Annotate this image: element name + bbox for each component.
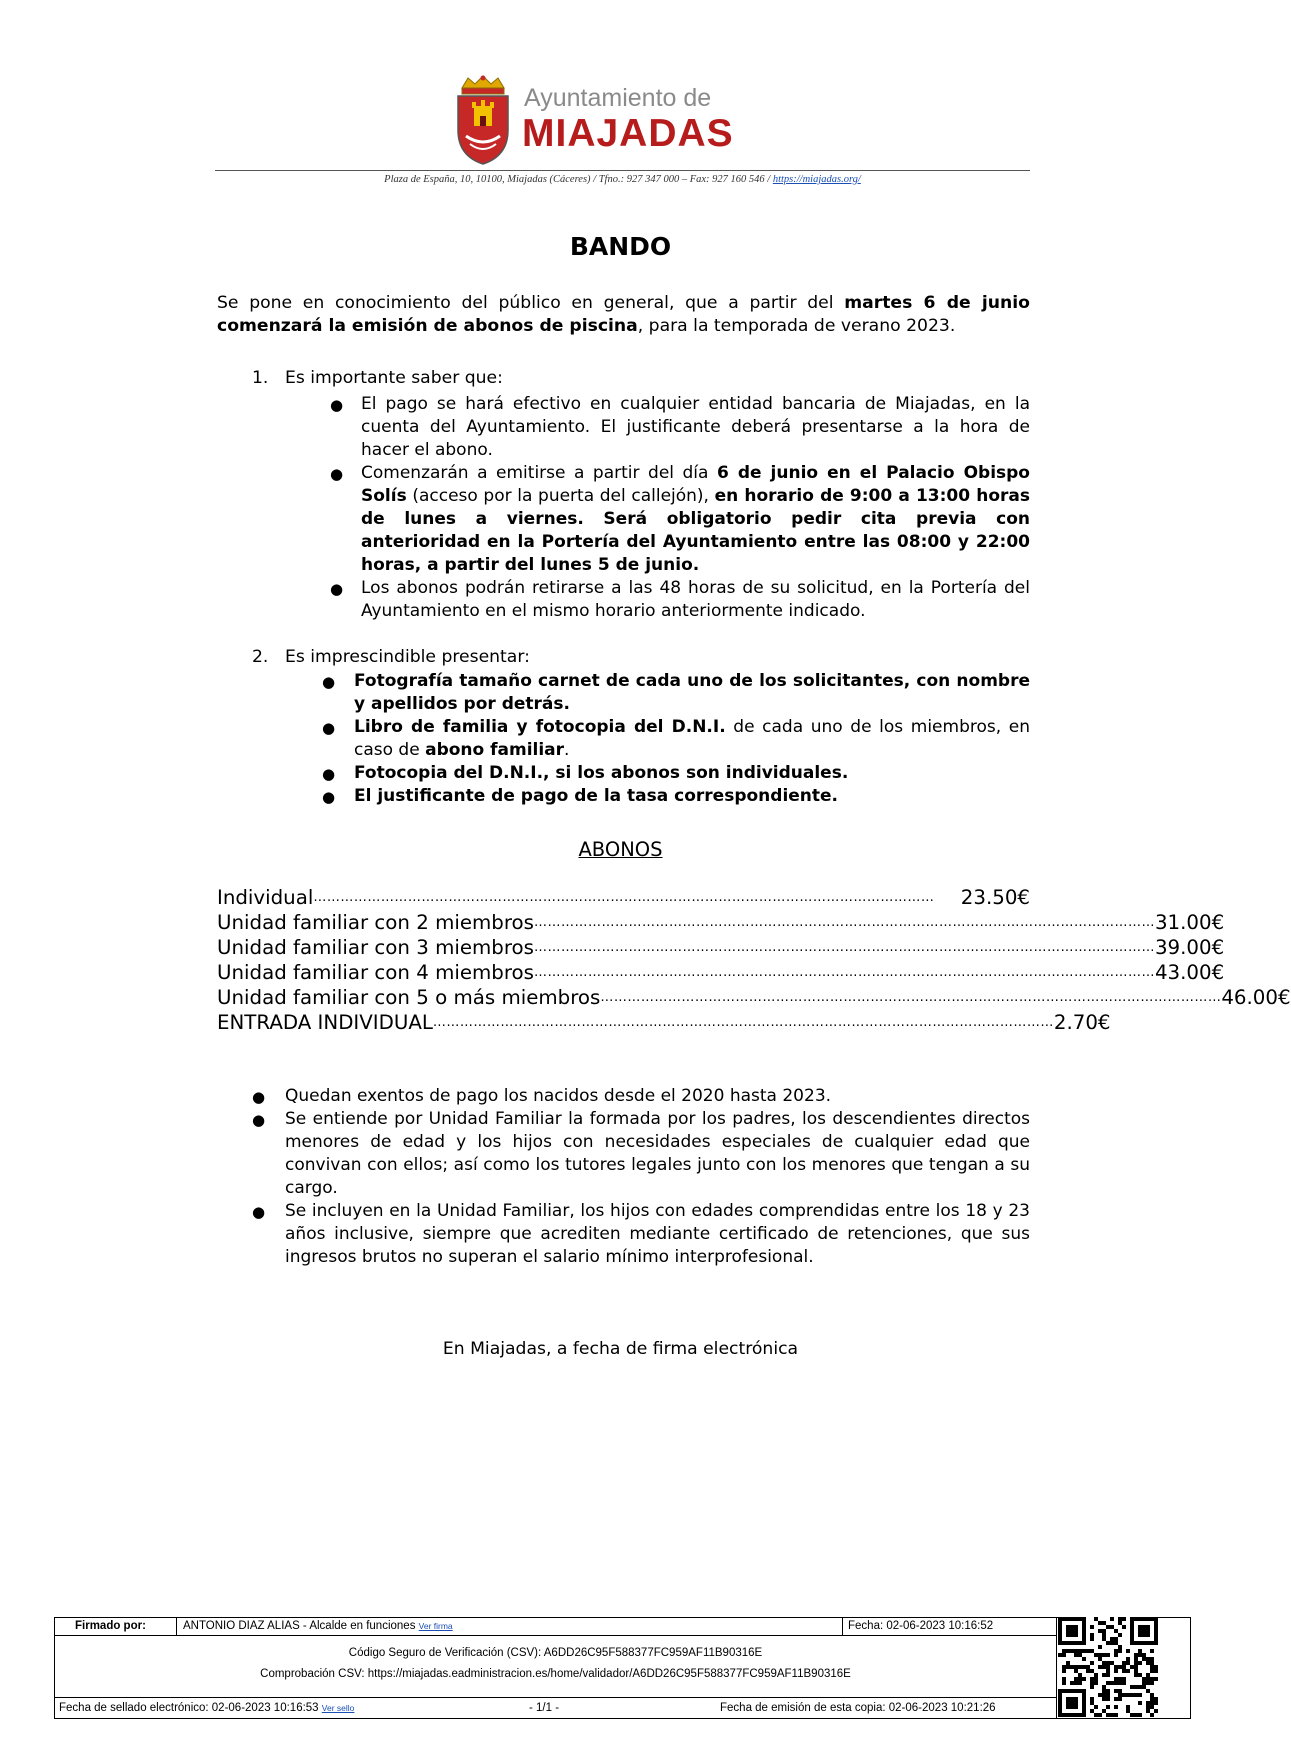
- bullet-2-text-a: Comenzarán a emitirse a partir del día: [361, 463, 717, 483]
- bullet-icon: ●: [322, 673, 336, 691]
- note-2: Se entiende por Unidad Familiar la formada por los padres, los descendientes directos menores de edad y los hijos con necesidades especiales de cualquier edad que convivan con ellos; así como los tutores legales junto con los menores que tengan a su cargo.: [285, 1109, 1030, 1198]
- coat-of-arms-icon: [452, 74, 514, 166]
- price-value: 2.70€: [1053, 1011, 1111, 1034]
- view-signature-link[interactable]: Ver firma: [418, 1621, 453, 1631]
- page-number: - 1/1 -: [529, 1702, 560, 1714]
- bullet-icon: ●: [330, 465, 344, 483]
- price-value: 31.00€: [1154, 911, 1225, 934]
- section-2-bullet-2: [354, 716, 1030, 762]
- price-label: ENTRADA INDIVIDUAL: [217, 1011, 433, 1034]
- footer-divider: [55, 1697, 1056, 1698]
- price-label: Individual: [217, 886, 314, 909]
- section-1-number: 1.: [252, 368, 269, 388]
- seal-date-text: Fecha de sellado electrónico: 02-06-2023 10:16:53: [59, 1702, 322, 1714]
- footer-divider: [55, 1635, 1056, 1636]
- note-3: Se incluyen en la Unidad Familiar, los hijos con edades comprendidas entre los 18 y 23 años inclusive, siempre que acrediten mediante certificado de retenciones, que sus ingresos brutos no superan el salario mínimo interprofesional.: [285, 1201, 1030, 1267]
- leader-dots: …………………………………………………………………………………………………………………………: [533, 965, 1155, 980]
- view-seal-link[interactable]: Ver sello: [321, 1703, 355, 1713]
- bullet-2-bold-b: 6 de junio en el Palacio Obispo Solís: [361, 463, 1030, 506]
- intro-text-2: , para la temporada de verano 2023.: [637, 316, 956, 337]
- bullet-icon: ●: [322, 788, 336, 806]
- note-1: Quedan exentos de pago los nacidos desde el 2020 hasta 2023.: [285, 1086, 832, 1106]
- bullet-icon: ●: [322, 765, 336, 783]
- bullet-icon: ●: [252, 1111, 266, 1129]
- section-1-bullet-2: [361, 462, 1030, 577]
- section-1-bullet-3: Los abonos podrán retirarse a las 48 horas de su solicitud, en la Portería del Ayuntamiento en el mismo horario anteriormente indicado.: [361, 578, 1030, 621]
- leader-dots: …………………………………………………………………………………………………………………………: [533, 915, 1155, 930]
- page-title: BANDO: [569, 232, 672, 261]
- csv-code: Código Seguro de Verificación (CSV): A6DD26C95F588377FC959AF11B90316E: [348, 1647, 763, 1659]
- price-label: Unidad familiar con 3 miembros: [217, 936, 534, 959]
- price-label: Unidad familiar con 5 o más miembros: [217, 986, 601, 1009]
- intro-paragraph: [217, 292, 1030, 339]
- bullet-2-text-c: (acceso por la puerta del callejón),: [406, 486, 715, 506]
- section-1-heading: Es importante saber que:: [285, 368, 503, 388]
- bullet-2-text-d: .: [564, 740, 570, 760]
- leader-dots: …………………………………………………………………………………………………………………………: [533, 940, 1155, 955]
- price-row: [217, 960, 1225, 985]
- intro-highlight: martes 6 de junio comenzará la emisión de abonos de piscina: [217, 293, 1030, 337]
- price-value: 43.00€: [1154, 961, 1225, 984]
- section-2-heading: Es imprescindible presentar:: [285, 647, 530, 667]
- price-row: [217, 1010, 1111, 1035]
- footer-divider: [842, 1618, 843, 1635]
- municipal-logo: [452, 74, 752, 166]
- price-row: [217, 910, 1225, 935]
- signer: [183, 1620, 453, 1632]
- bullet-icon: ●: [330, 396, 344, 414]
- bullet-2-bold-a: Libro de familia y fotocopia del D.N.I.: [354, 717, 726, 737]
- signature-box: [54, 1617, 1191, 1719]
- logo-line-1: Ayuntamiento de: [524, 84, 712, 112]
- bullet-icon: ●: [252, 1203, 266, 1221]
- abonos-heading: ABONOS: [578, 838, 663, 861]
- bullet-2-bold-c: abono familiar: [425, 740, 565, 760]
- footer-divider: [176, 1618, 177, 1635]
- copy-issue-date: Fecha de emisión de esta copia: 02-06-2023 10:21:26: [720, 1702, 996, 1714]
- bullet-icon: ●: [322, 719, 336, 737]
- bullet-2-text-b: de cada uno de los miembros, en caso de: [354, 717, 1030, 760]
- section-2-bullet-1: Fotografía tamaño carnet de cada uno de los solicitantes, con nombre y apellidos por detrás.: [354, 671, 1030, 714]
- leader-dots: …………………………………………………………………………………………………………………………: [432, 1015, 1054, 1030]
- website-link[interactable]: https://miajadas.org/: [772, 174, 861, 185]
- signature-date: Fecha: 02-06-2023 10:16:52: [848, 1620, 994, 1632]
- price-row: [217, 985, 1291, 1010]
- price-value: 39.00€: [1154, 936, 1225, 959]
- section-2-number: 2.: [252, 647, 269, 667]
- price-row: [217, 885, 1030, 910]
- closing-line: En Miajadas, a fecha de firma electrónica: [442, 1339, 799, 1359]
- signed-by-label: Firmado por:: [75, 1620, 146, 1632]
- csv-check-url[interactable]: Comprobación CSV: https://miajadas.eadministracion.es/home/validador/A6DD26C95F588377FC959AF11B90316E: [260, 1668, 851, 1680]
- price-value: 23.50€: [960, 886, 1030, 909]
- intro-text-1: Se pone en conocimiento del público en general, que a partir del: [217, 293, 845, 313]
- price-label: Unidad familiar con 2 miembros: [217, 911, 534, 934]
- logo-line-2: MIAJADAS: [522, 112, 734, 155]
- leader-dots: …………………………………………………………………………………………………………………………: [313, 890, 935, 905]
- section-1-bullet-1: El pago se hará efectivo en cualquier entidad bancaria de Miajadas, en la cuenta del Ayuntamiento. El justificante deberá presentarse a la hora de hacer el abono.: [361, 394, 1030, 460]
- bullet-icon: ●: [252, 1088, 266, 1106]
- address-line: [215, 174, 1030, 185]
- section-2-bullet-3: Fotocopia del D.N.I., si los abonos son individuales.: [354, 763, 849, 783]
- address-text: Plaza de España, 10, 10100, Miajadas (Cáceres) / Tfno.: 927 347 000 – Fax: 927 160 546 /: [384, 174, 773, 185]
- price-row: [217, 935, 1225, 960]
- bullet-2-bold-d: en horario de 9:00 a 13:00 horas de lunes a viernes. Será obligatorio pedir cita previa con anterioridad en la Portería del Ayuntamiento entre las 08:00 y 22:00 horas, a partir del lunes 5 de junio.: [361, 486, 1030, 575]
- signer-name: ANTONIO DIAZ ALIAS - Alcalde en funciones: [183, 1620, 419, 1632]
- leader-dots: …………………………………………………………………………………………………………………………: [600, 990, 1222, 1005]
- price-value: 46.00€: [1221, 986, 1291, 1009]
- footer-divider: [1056, 1618, 1057, 1718]
- bullet-icon: ●: [330, 580, 344, 598]
- section-2-bullet-4: El justificante de pago de la tasa correspondiente.: [354, 786, 839, 806]
- seal-date: [59, 1702, 354, 1714]
- header-divider: [215, 170, 1030, 171]
- qr-code-icon[interactable]: [1058, 1617, 1158, 1717]
- price-label: Unidad familiar con 4 miembros: [217, 961, 534, 984]
